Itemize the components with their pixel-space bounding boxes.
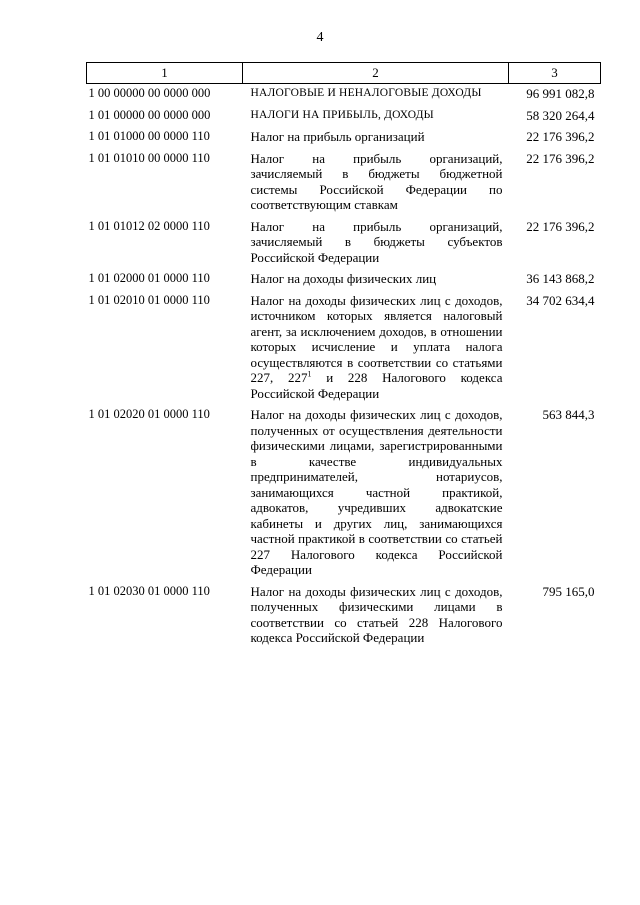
revenue-amount: 34 702 634,4 [526, 292, 595, 308]
revenue-name: Налог на доходы физических лиц с доходов, полученных физическими лицами в соответствии со статьей 228 Налогового кодекса Российской Федерации [250, 583, 503, 645]
revenue-code: 1 01 02020 01 0000 110 [88, 407, 210, 421]
table-row [87, 269, 601, 291]
table-row [87, 291, 601, 406]
page-number: 4 [316, 30, 324, 45]
revenue-code: 1 01 02030 01 0000 110 [88, 583, 210, 598]
revenue-amount: 22 176 396,2 [526, 150, 595, 166]
revenue-amount: 58 320 264,4 [526, 107, 595, 123]
revenue-amount: 36 143 868,2 [526, 271, 595, 286]
revenue-code: 1 01 02010 01 0000 110 [88, 292, 210, 307]
revenue-name: Налог на прибыль организаций [250, 129, 425, 144]
revenue-name-text: Налог на доходы физических лиц с доходов, источником которых является налоговый агент, за исключением доходов, в отношении которых исчисление и уплата налога осуществляются в соответствии со статьями 227, 227 [250, 292, 503, 385]
revenue-amount: 22 176 396,2 [526, 218, 595, 234]
budget-revenue-table [86, 62, 601, 650]
table-row [87, 582, 601, 650]
revenue-code: 1 01 00000 00 0000 000 [88, 107, 211, 122]
revenue-name: Налог на доходы физических лиц [250, 271, 437, 286]
revenue-code: 1 01 01010 00 0000 110 [88, 150, 210, 165]
revenue-code: 1 01 02000 01 0000 110 [88, 271, 210, 285]
table-row [87, 84, 601, 106]
table-row [87, 149, 601, 217]
table-row [87, 106, 601, 128]
revenue-name: Налог на доходы физических лиц с доходов, полученных от осуществления деятельности физическими лицами, зарегистрированными в качестве индивидуальных предпринимателей, нотариусов, занимающихся частной практикой, адвокатов, учредивших адвокатские кабинеты и других лиц, занимающихся частной практикой в соответствии со статьей 227 Налогового кодекса Российской Федерации [250, 407, 503, 577]
revenue-code: 1 00 00000 00 0000 000 [88, 86, 211, 100]
table-header [87, 63, 601, 84]
revenue-name-text: и 228 Налогового кодекса Российской Федерации [250, 370, 503, 401]
revenue-amount: 795 165,0 [542, 583, 595, 599]
revenue-amount: 563 844,3 [542, 407, 595, 422]
revenue-code: 1 01 01000 00 0000 110 [88, 129, 210, 143]
column-header-2: 2 [243, 63, 509, 84]
revenue-amount: 22 176 396,2 [526, 129, 595, 144]
revenue-name: Налог на прибыль организаций, зачисляемый в бюджеты бюджетной системы Российской Федерации по соответствующим ставкам [250, 150, 503, 212]
column-header-1: 1 [87, 63, 243, 84]
table-row [87, 127, 601, 149]
column-header-3: 3 [509, 63, 601, 84]
table-row [87, 405, 601, 582]
revenue-code: 1 01 01012 02 0000 110 [88, 218, 210, 233]
revenue-name [243, 291, 509, 406]
revenue-name: НАЛОГИ НА ПРИБЫЛЬ, ДОХОДЫ [250, 108, 434, 121]
revenue-name: НАЛОГОВЫЕ И НЕНАЛОГОВЫЕ ДОХОДЫ [250, 87, 482, 99]
table-row [87, 217, 601, 270]
revenue-amount: 96 991 082,8 [526, 86, 595, 101]
article-superscript: 1 [307, 369, 312, 379]
revenue-name: Налог на прибыль организаций, зачисляемый в бюджеты субъектов Российской Федерации [250, 218, 503, 265]
